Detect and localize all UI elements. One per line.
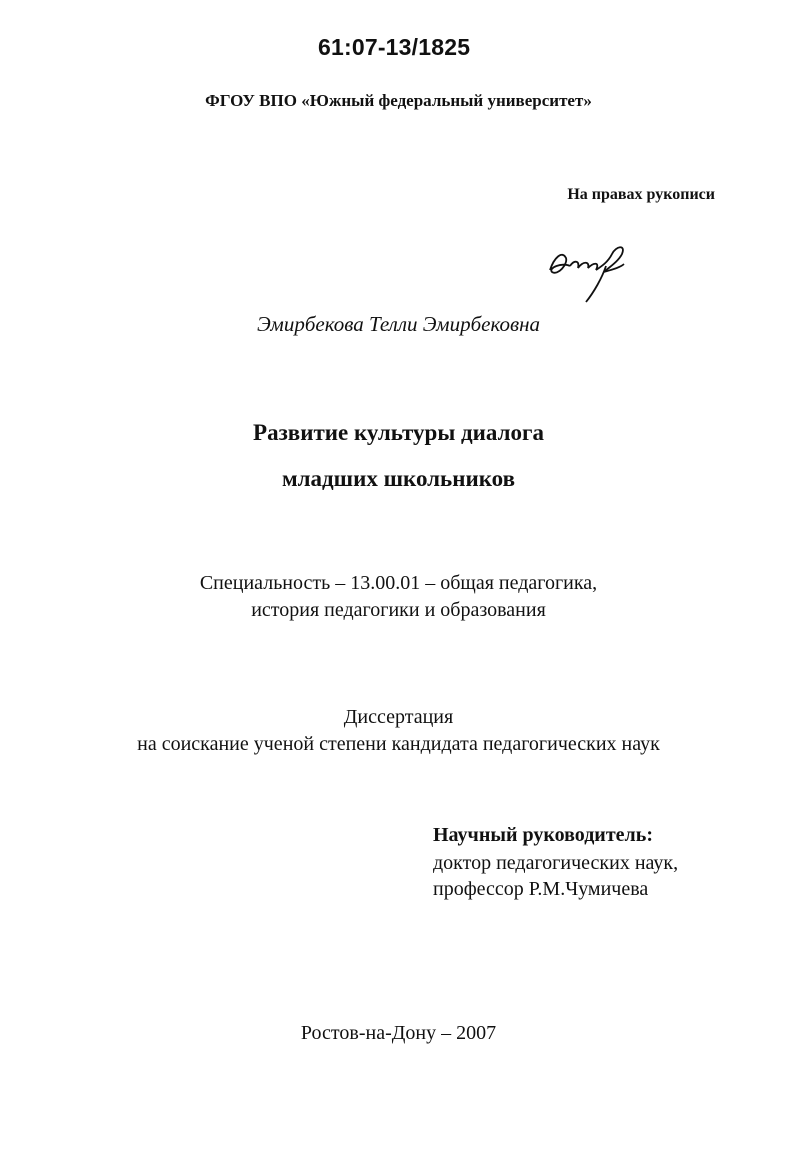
thesis-title-line-1: Развитие культуры диалога <box>253 420 544 445</box>
catalog-code: 61:07-13/1825 <box>318 34 471 60</box>
supervisor-heading: Научный руководитель: <box>433 824 653 846</box>
supervisor-name: профессор Р.М.Чумичева <box>433 878 649 900</box>
dissertation-line-1: Диссертация <box>343 706 454 728</box>
city-year: Ростов-на-Дону – 2007 <box>300 1022 497 1044</box>
handwritten-signature-icon <box>540 236 635 306</box>
specialty-line-2: история педагогики и образования <box>251 599 546 621</box>
supervisor-degree: доктор педагогических наук, <box>433 852 679 874</box>
university-name: ФГОУ ВПО «Южный федеральный университет» <box>205 91 592 110</box>
specialty-line-1: Специальность – 13.00.01 – общая педагогика, <box>199 572 598 594</box>
author-name: Эмирбекова Телли Эмирбековна <box>256 312 541 336</box>
dissertation-line-2: на соискание ученой степени кандидата педагогических наук <box>137 733 660 755</box>
rights-note: На правах рукописи <box>567 186 715 203</box>
thesis-title-line-2: младших школьников <box>281 466 516 491</box>
